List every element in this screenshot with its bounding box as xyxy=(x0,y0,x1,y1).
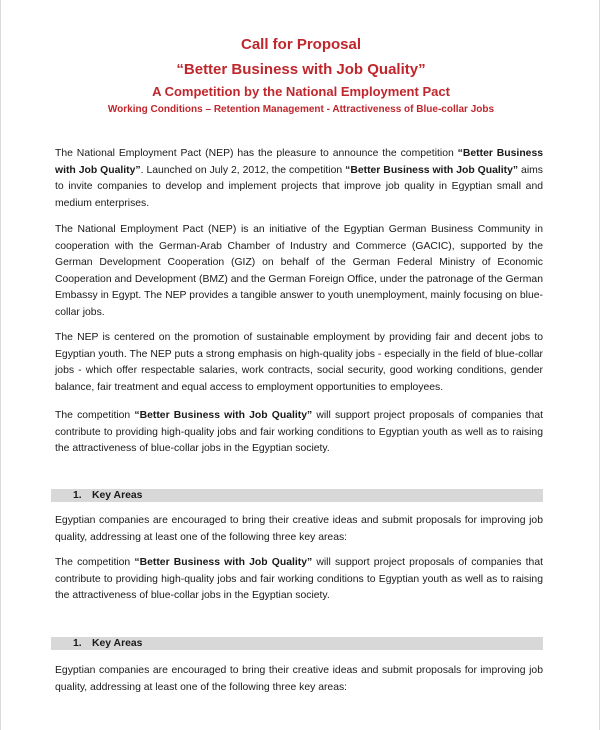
text-run: aims to invite companies to develop and implement projects that improve job quality in Egyptian small and medium enterprises. xyxy=(55,164,543,209)
intro-paragraph xyxy=(55,146,543,212)
competition-name-bold: “Better Business with Job Quality” xyxy=(134,557,313,568)
competition-name: “Better Business with Job Quality” xyxy=(176,61,426,78)
section-label: Key Areas xyxy=(92,490,143,501)
section-label: Key Areas xyxy=(92,638,143,649)
competition-support-paragraph xyxy=(55,408,543,458)
text-run: . Launched on July 2, 2012, the competition xyxy=(140,164,346,176)
section-number: 1. xyxy=(73,638,82,649)
doc-subtitle: A Competition by the National Employment Pact xyxy=(152,84,450,99)
topics-line: Working Conditions – Retention Management - Attractiveness of Blue-collar Jobs xyxy=(107,104,495,115)
competition-name-bold: “Better Business with Job Quality” xyxy=(345,164,519,176)
competition-name-bold: “Better Business with Job Quality” xyxy=(134,410,313,421)
key-areas-paragraph-repeat: Egyptian companies are encouraged to bring their creative ideas and submit proposals for improving job quality, addressing at least one of the following three key areas: xyxy=(55,665,543,693)
text-run: The competition xyxy=(55,410,135,421)
text-run: will support project proposals of companies that contribute to providing high-quality jobs and fair working conditions to Egyptian youth as well as to raising the attractiveness of blue-collar jobs in the Egyptian society. xyxy=(55,410,543,454)
section-heading-key-areas xyxy=(51,489,543,502)
text-run: will support project proposals of companies that contribute to providing high-quality jobs and fair working conditions to Egyptian youth as well as to raising the attractiveness of blue-collar jobs in the Egyptian society. xyxy=(55,557,543,601)
nep-focus-paragraph: The NEP is centered on the promotion of sustainable employment by providing fair and decent jobs to Egyptian youth. The NEP puts a strong emphasis on high-quality jobs - especially in the field of blue-collar jobs - which offer respectable salaries, work contracts, social security, good working conditions, gender balance, fair treatment and equal access to employment opportunities to employees. xyxy=(55,332,543,393)
doc-title: Call for Proposal xyxy=(240,36,362,53)
text-run: The National Employment Pact (NEP) has the pleasure to announce the competition xyxy=(55,148,458,159)
nep-description-paragraph: The National Employment Pact (NEP) is an initiative of the Egyptian German Business Community in cooperation with the German-Arab Chamber of Industry and Commerce (GACIC), supported by the German Development Cooperation (GIZ) on behalf of the German Federal Ministry of Economic Cooperation and Development (BMZ) and the German Foreign Office, under the patronage of the German Embassy in Egypt. The NEP provides a tangible answer to youth unemployment, mainly focusing on blue-collar jobs. xyxy=(55,224,543,318)
key-areas-paragraph: Egyptian companies are encouraged to bring their creative ideas and submit proposals for improving job quality, addressing at least one of the following three key areas: xyxy=(55,515,543,543)
section-heading-key-areas-repeat xyxy=(51,637,543,650)
section-number: 1. xyxy=(73,490,82,501)
text-run: The competition xyxy=(55,557,135,568)
competition-support-paragraph-repeat xyxy=(55,555,543,605)
competition-name-bold: “Better Business with Job Quality” xyxy=(55,148,543,176)
